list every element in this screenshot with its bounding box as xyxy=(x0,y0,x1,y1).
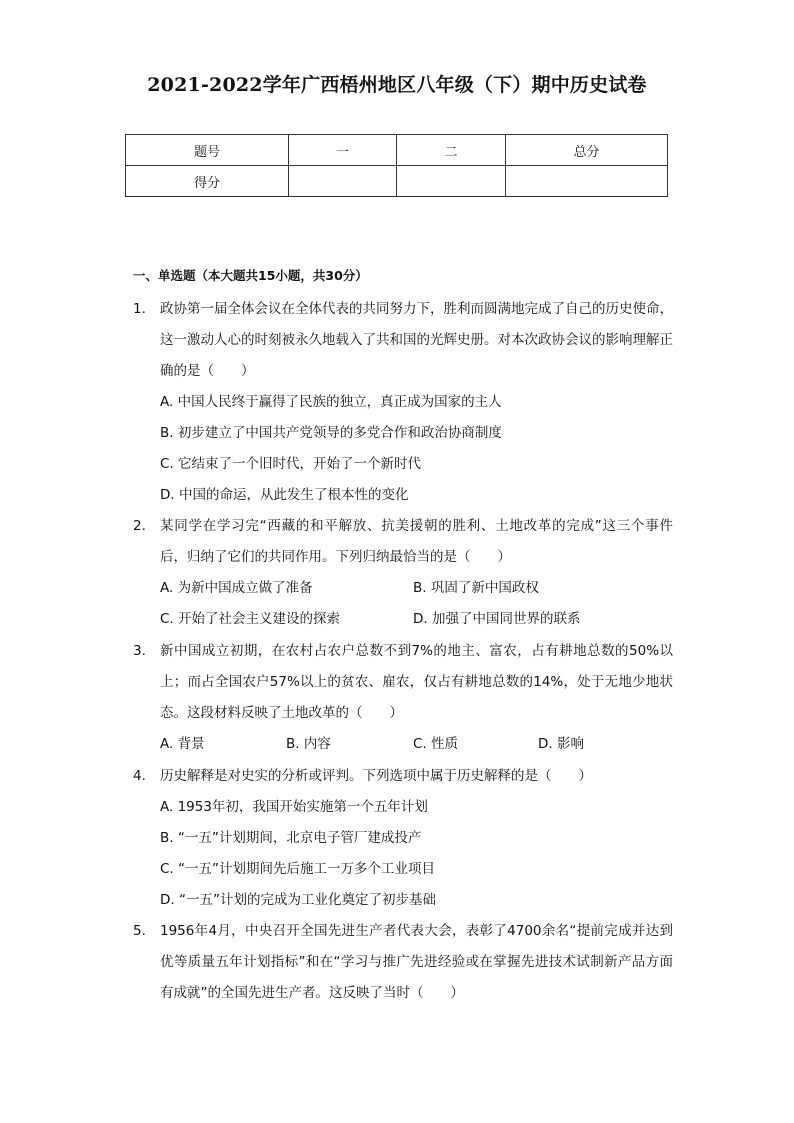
option-list xyxy=(160,792,673,916)
option-list xyxy=(160,573,673,635)
option-a: A. 中国人民终于赢得了民族的独立，真正成为国家的主人 xyxy=(160,394,502,410)
question-3 xyxy=(133,643,673,760)
option-c: C. 它结束了一个旧时代，开始了一个新时代 xyxy=(160,456,422,472)
question-stem: 新中国成立初期，在农村占农户总数不到7%的地主、富农，占有耕地总数的50%以上；而占全国农户57%以上的贫农、雇农，仅占有耕地总数的14%，处于无地少地状态。这段材料反映了土地改革的（ ） xyxy=(160,643,673,721)
option-c: C. “一五”计划期间先后施工一万多个工业项目 xyxy=(160,861,435,877)
option-a: A. 为新中国成立做了准备 xyxy=(160,580,313,596)
score-cell xyxy=(397,166,506,197)
option-b: B. 初步建立了中国共产党领导的多党合作和政治协商制度 xyxy=(160,425,502,441)
score-header-cell: 一 xyxy=(289,135,397,166)
score-table-score-row xyxy=(126,166,668,197)
score-table-header-row xyxy=(126,135,668,166)
option-list xyxy=(160,387,673,511)
score-cell xyxy=(506,166,668,197)
option-a: A. 1953年初，我国开始实施第一个五年计划 xyxy=(160,799,428,815)
question-number: 1. xyxy=(133,301,146,317)
option-b: B. “一五”计划期间，北京电子管厂建成投产 xyxy=(160,830,422,846)
option-c: C. 性质 xyxy=(413,736,459,752)
option-b: B. 巩固了新中国政权 xyxy=(413,580,539,596)
section-heading: 一、单选题（本大题共15小题，共30分） xyxy=(133,268,368,283)
question-2 xyxy=(133,518,673,635)
question-stem: 1956年4月，中央召开全国先进生产者代表大会，表彰了4700余名“提前完成并达到优等质量五年计划指标”和在“学习与推广先进经验或在掌握先进技术试制新产品方面有成就”的全国先进生产者。这反映了当时（ ） xyxy=(160,923,673,1001)
score-header-cell: 二 xyxy=(397,135,506,166)
question-5 xyxy=(133,923,673,1009)
option-row xyxy=(160,604,673,635)
option-list xyxy=(160,729,673,760)
option-row xyxy=(160,729,673,760)
question-stem: 某同学在学习完“西藏的和平解放、抗美援朝的胜利、土地改革的完成”这三个事件后，归纳了它们的共同作用。下列归纳最恰当的是（ ） xyxy=(160,518,673,565)
question-number: 5. xyxy=(133,923,146,939)
score-cell xyxy=(289,166,397,197)
option-d: D. “一五”计划的完成为工业化奠定了初步基础 xyxy=(160,892,436,908)
option-row xyxy=(160,573,673,604)
option-b: B. 内容 xyxy=(286,736,331,752)
question-1 xyxy=(133,301,673,511)
question-stem: 历史解释是对史实的分析或评判。下列选项中属于历史解释的是（ ） xyxy=(160,768,592,784)
option-c: C. 开始了社会主义建设的探索 xyxy=(160,611,341,627)
option-d: D. 中国的命运，从此发生了根本性的变化 xyxy=(160,487,409,503)
option-d: D. 影响 xyxy=(538,736,584,752)
question-4 xyxy=(133,768,673,916)
question-number: 3. xyxy=(133,643,146,659)
score-table xyxy=(125,134,668,197)
option-d: D. 加强了中国同世界的联系 xyxy=(413,611,581,627)
question-number: 2. xyxy=(133,518,146,534)
question-stem: 政协第一届全体会议在全体代表的共同努力下，胜利而圆满地完成了自己的历史使命，这一激动人心的时刻被永久地载入了共和国的光辉史册。对本次政协会议的影响理解正确的是（ ） xyxy=(160,301,673,379)
exam-title: 2021-2022学年广西梧州地区八年级（下）期中历史试卷 xyxy=(147,74,647,96)
score-row-label: 得分 xyxy=(126,166,289,197)
option-a: A. 背景 xyxy=(160,736,205,752)
question-number: 4. xyxy=(133,768,146,784)
score-header-cell: 题号 xyxy=(126,135,289,166)
score-header-cell: 总分 xyxy=(506,135,668,166)
